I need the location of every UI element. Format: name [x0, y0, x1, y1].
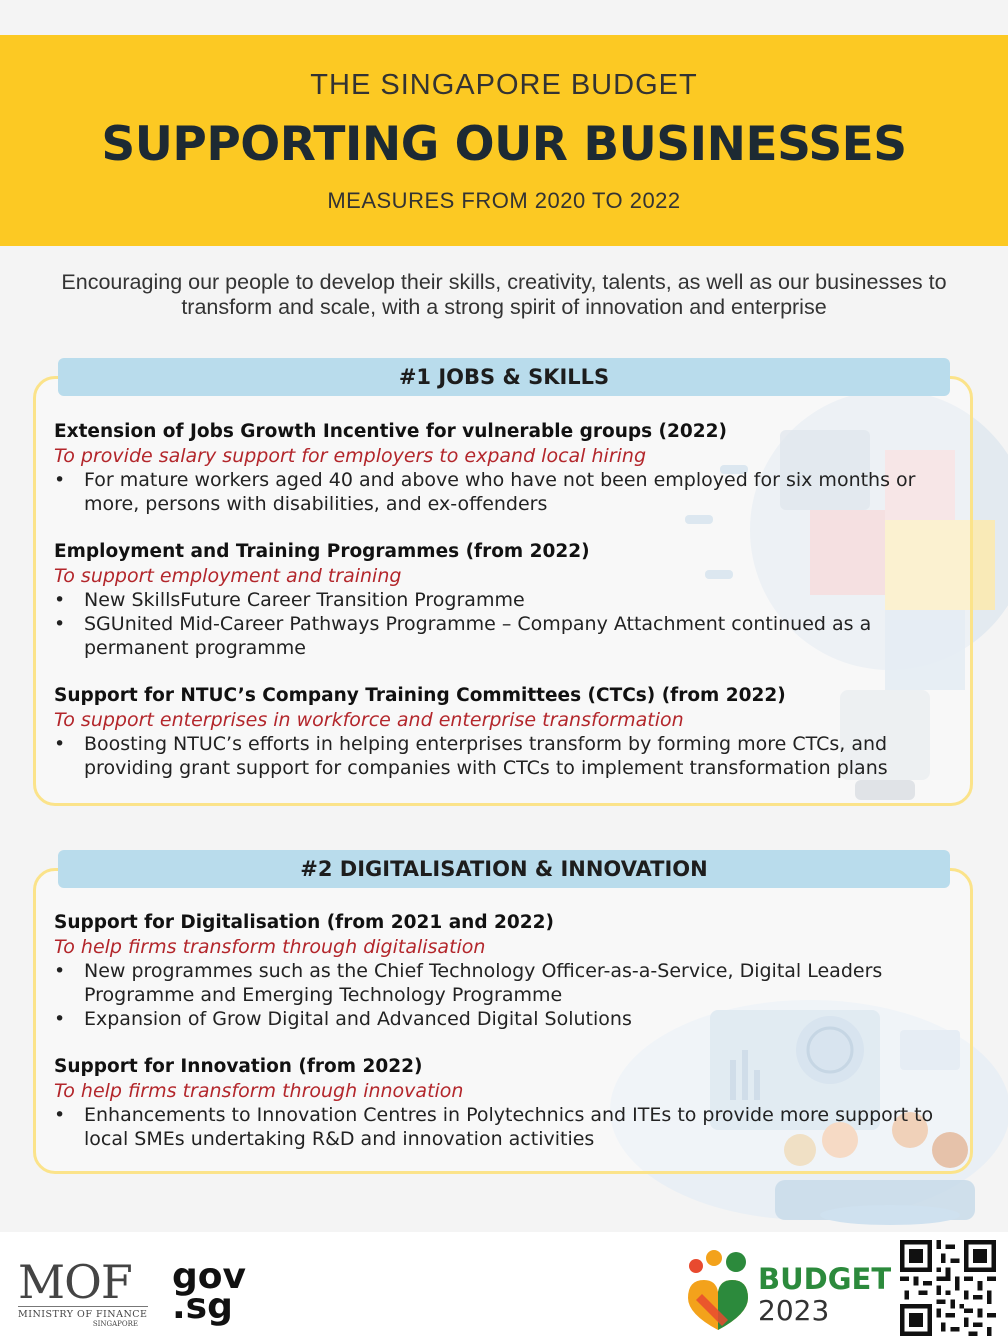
- section-title-digitalisation-innovation: #2 DIGITALISATION & INNOVATION: [58, 850, 950, 888]
- measure-heading: Extension of Jobs Growth Incentive for vulnerable groups (2022): [54, 421, 727, 442]
- measure-bullet: • For mature workers aged 40 and above who have not been employed for six months or more, persons with disabilities, and ex-offenders: [54, 468, 954, 516]
- measure-purpose: To help firms transform through innovation: [54, 1080, 464, 1102]
- header-subtitle: MEASURES FROM 2020 TO 2022: [327, 188, 681, 213]
- measure-heading: Support for Innovation (from 2022): [54, 1056, 423, 1077]
- budget-logo-word: BUDGET: [758, 1262, 892, 1296]
- measure-bullet: • New SkillsFuture Career Transition Programme: [54, 588, 954, 612]
- measure-bullet: • Expansion of Grow Digital and Advanced Digital Solutions: [54, 1007, 954, 1031]
- measure-item: [54, 911, 954, 1031]
- budget-2023-logo: [682, 1248, 892, 1336]
- mof-logo-mark: MOF: [18, 1255, 132, 1309]
- qr-code[interactable]: [900, 1240, 996, 1336]
- header-banner: [0, 35, 1008, 246]
- mof-logo-name: MINISTRY OF FINANCE: [18, 1306, 148, 1320]
- measure-bullet: • Enhancements to Innovation Centres in Polytechnics and ITEs to provide more support to local SMEs undertaking R&D and innovation activities: [54, 1103, 954, 1151]
- measure-purpose: To support employment and training: [54, 565, 402, 587]
- measure-purpose: To support enterprises in workforce and enterprise transformation: [54, 709, 684, 731]
- mof-logo: [18, 1255, 148, 1328]
- section-title-jobs-skills: #1 JOBS & SKILLS: [58, 358, 950, 396]
- measure-item: [54, 540, 954, 660]
- budget-heart-icon: [682, 1248, 754, 1336]
- measure-bullet: • Boosting NTUC’s efforts in helping enterprises transform by forming more CTCs, and providing grant support for companies with CTCs to implement transformation plans: [54, 732, 954, 780]
- measure-heading: Employment and Training Programmes (from 2022): [54, 541, 590, 562]
- govsg-logo-sg: .sg: [172, 1286, 233, 1327]
- measure-item: [54, 1055, 954, 1151]
- mof-logo-country: SINGAPORE: [92, 1320, 138, 1328]
- measure-bullet: • SGUnited Mid-Career Pathways Programme – Company Attachment continued as a permanent programme: [54, 612, 954, 660]
- page-title: SUPPORTING OUR BUSINESSES: [101, 117, 907, 172]
- intro-text: Encouraging our people to develop their skills, creativity, talents, as well as our businesses to transform and scale, with a strong spirit of innovation and enterprise: [61, 270, 947, 319]
- measure-heading: Support for Digitalisation (from 2021 and 2022): [54, 912, 554, 933]
- govsg-logo-gov: gov: [172, 1256, 246, 1297]
- measure-item: [54, 420, 954, 516]
- budget-logo-year: 2023: [758, 1294, 830, 1327]
- measure-heading: Support for NTUC’s Company Training Committees (CTCs) (from 2022): [54, 685, 786, 706]
- header-kicker: THE SINGAPORE BUDGET: [310, 69, 698, 101]
- measure-purpose: To help firms transform through digitalisation: [54, 936, 486, 958]
- measure-item: [54, 684, 954, 780]
- govsg-logo: [172, 1256, 246, 1327]
- measure-bullet: • New programmes such as the Chief Technology Officer-as-a-Service, Digital Leaders Programme and Emerging Technology Programme: [54, 959, 954, 1007]
- measure-purpose: To provide salary support for employers to expand local hiring: [54, 445, 647, 467]
